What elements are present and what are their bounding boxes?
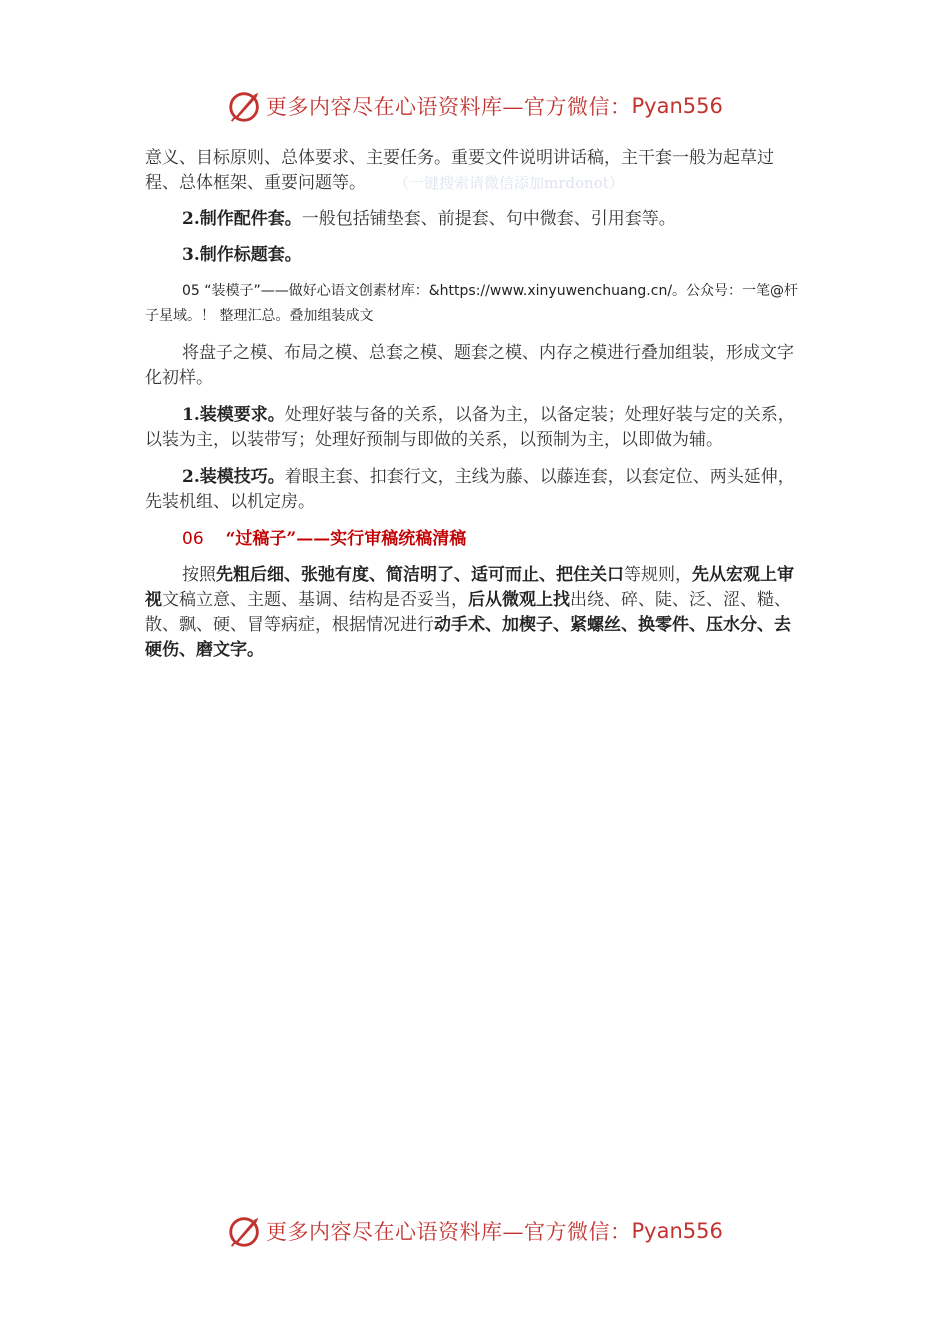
paragraph-6-text: 处理好装与备的关系，以备为主，以备定装；处理好装与定的关系，以装为主，以装带写；处理好预制与即做的关系，以预制为主，以即做为辅。	[145, 405, 795, 450]
section-06-heading	[145, 527, 807, 552]
paragraph-8	[145, 563, 807, 663]
paragraph-5	[145, 341, 807, 391]
paragraph-8-bold-1: 先粗后细、张弛有度、简洁明了、适可而止、把住关口	[216, 565, 624, 585]
banner-text: 更多内容尽在心语资料库—官方微信：	[266, 1220, 632, 1244]
section-number: 06	[182, 529, 204, 549]
banner-text: 更多内容尽在心语资料库—官方微信：	[266, 95, 632, 119]
paragraph-8-text-e: 出绕、碎、陡、泛、涩、糙、散、飘、硬、冒等病症，根据情况进行	[145, 590, 791, 635]
paragraph-1	[145, 146, 807, 196]
paragraph-4-text: 05 “装模子”——做好心语文创素材库：&https://www.xinyuwenchuang.cn/。公众号：一笔@杆子星域。！ 整理汇总。叠加组装成文	[145, 283, 799, 324]
paragraph-3	[145, 243, 807, 268]
quill-logo-icon	[226, 87, 264, 125]
header-banner	[0, 86, 950, 126]
paragraph-7-text: 着眼主套、扣套行文，主线为藤、以藤连套，以套定位、两头延伸，先装机组、以机定房。	[145, 467, 795, 512]
document-body	[145, 146, 807, 663]
paragraph-8-bold-2: 先从宏观上审视	[145, 565, 794, 610]
paragraph-8-bold-4: 动手术、加楔子、紧螺丝、换零件、压水分、去硬伤、磨文字。	[145, 615, 791, 660]
section-title: “过稿子”——实行审稿统稿清稿	[225, 529, 467, 549]
paragraph-2-heading: 2.制作配件套。	[182, 209, 302, 229]
paragraph-7	[145, 465, 807, 515]
paragraph-4	[145, 279, 807, 329]
paragraph-6-heading: 1.装模要求。	[182, 405, 285, 425]
banner-wechat-id: Pyan556	[631, 1219, 723, 1243]
banner-wechat-id: Pyan556	[631, 94, 723, 118]
paragraph-2-text: 一般包括铺垫套、前提套、句中微套、引用套等。	[301, 209, 676, 229]
paragraph-7-heading: 2.装模技巧。	[182, 467, 285, 487]
paragraph-3-heading: 3.制作标题套。	[182, 245, 302, 265]
paragraph-8-text-c: 等规则，	[624, 565, 692, 585]
search-hint: （一键搜索请微信添加mrdonot）	[394, 174, 624, 192]
paragraph-8-text-a: 按照	[182, 565, 216, 585]
footer-banner	[0, 1211, 950, 1251]
quill-logo-icon	[226, 1212, 264, 1250]
paragraph-5-text: 将盘子之模、布局之模、总套之模、题套之模、内存之模进行叠加组装，形成文字化初样。	[145, 343, 794, 388]
paragraph-2	[145, 207, 807, 232]
paragraph-6	[145, 403, 807, 453]
paragraph-8-text-d: 文稿立意、主题、基调、结构是否妥当，	[162, 590, 468, 610]
paragraph-8-bold-3: 后从微观上找	[468, 590, 570, 610]
paragraph-1-text: 意义、目标原则、总体要求、主要任务。重要文件说明讲话稿，主干套一般为起草过程、总体框架、重要问题等。	[145, 148, 774, 193]
